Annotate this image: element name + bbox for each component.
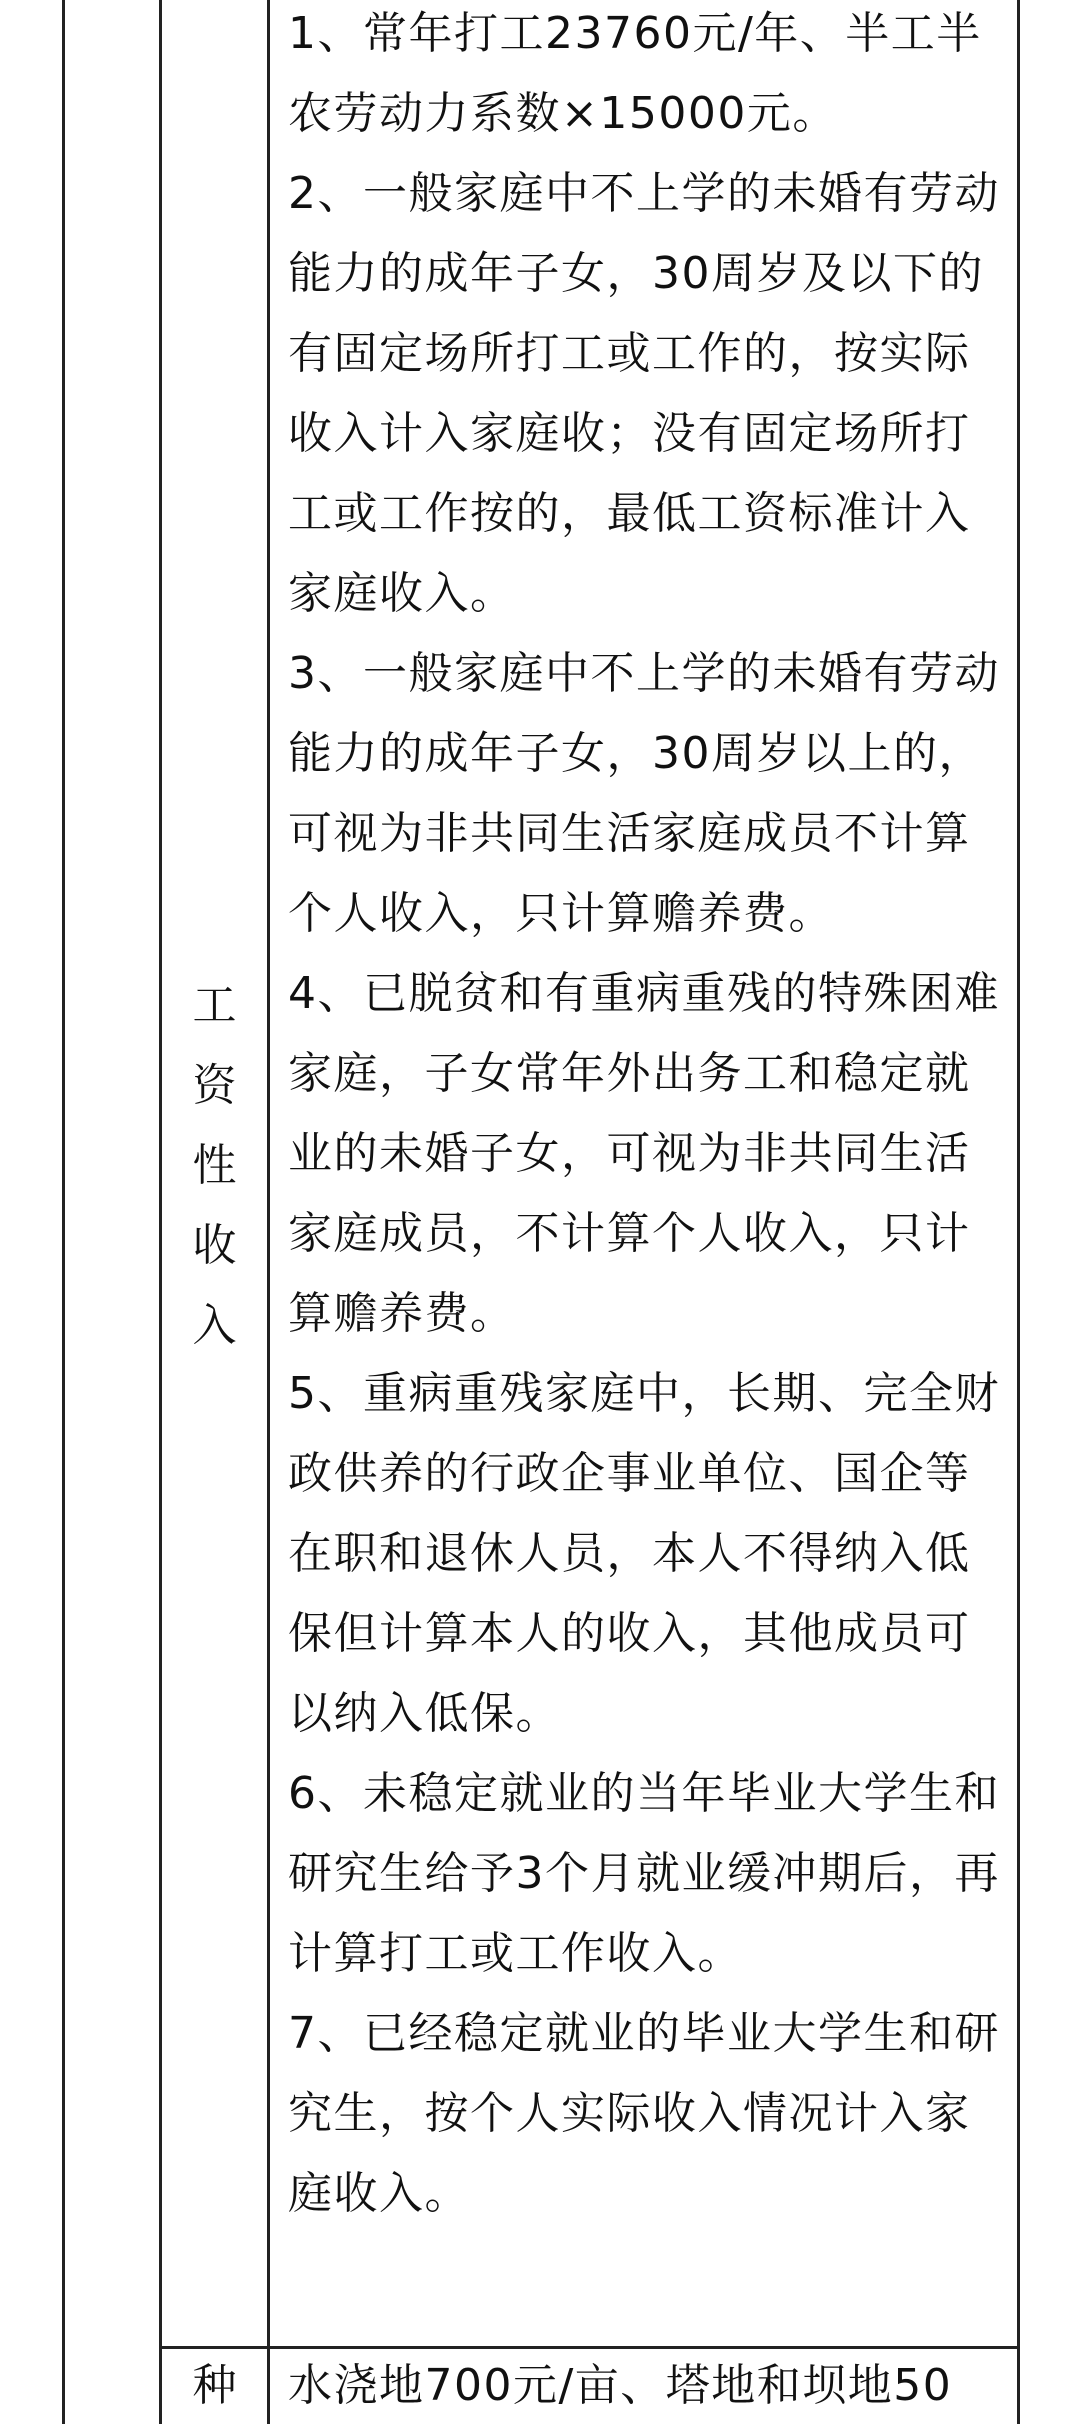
category-char: 资 [192,1060,237,1111]
table-border-category-right [267,0,270,2424]
category-char: 工 [192,980,237,1031]
planting-rule-text: 水浇地700元/亩、塔地和坝地50 [288,2360,953,2411]
category-wage-income [162,966,267,1366]
rule-item-5: 5、重病重残家庭中，长期、完全财政供养的行政企事业单位、国企等在职和退休人员，本人不得纳入低保但计算本人的收入，其他成员可以纳入低保。 [288,1368,1000,1739]
rule-item-4: 4、已脱贫和有重病重残的特殊困难家庭，子女常年外出务工和稳定就业的未婚子女，可视为非共同生活家庭成员，不计算个人收入，只计算赡养费。 [288,968,1000,1339]
wage-income-rules [288,0,1008,2234]
category-planting: 种 [192,2360,237,2411]
rule-item-6: 6、未稳定就业的当年毕业大学生和研究生给予3个月就业缓冲期后，再计算打工或工作收入。 [288,1768,1000,1979]
rule-item-2: 2、一般家庭中不上学的未婚有劳动能力的成年子女，30周岁及以下的有固定场所打工或工作的，按实际收入计入家庭收；没有固定场所打工或工作按的，最低工资标准计入家庭收入。 [288,168,1000,619]
category-char: 收 [192,1220,237,1271]
rule-item-3: 3、一般家庭中不上学的未婚有劳动能力的成年子女，30周岁以上的，可视为非共同生活家庭成员不计算个人收入，只计算赡养费。 [288,648,1000,939]
table-border-right [1017,0,1020,2424]
rule-item-1: 1、常年打工23760元/年、半工半农劳动力系数×15000元。 [288,8,982,139]
rule-item-7: 7、已经稳定就业的毕业大学生和研究生，按个人实际收入情况计入家庭收入。 [288,2008,1000,2219]
category-char: 性 [192,1140,237,1191]
category-char: 入 [192,1300,237,1351]
table-border-left [62,0,65,2424]
